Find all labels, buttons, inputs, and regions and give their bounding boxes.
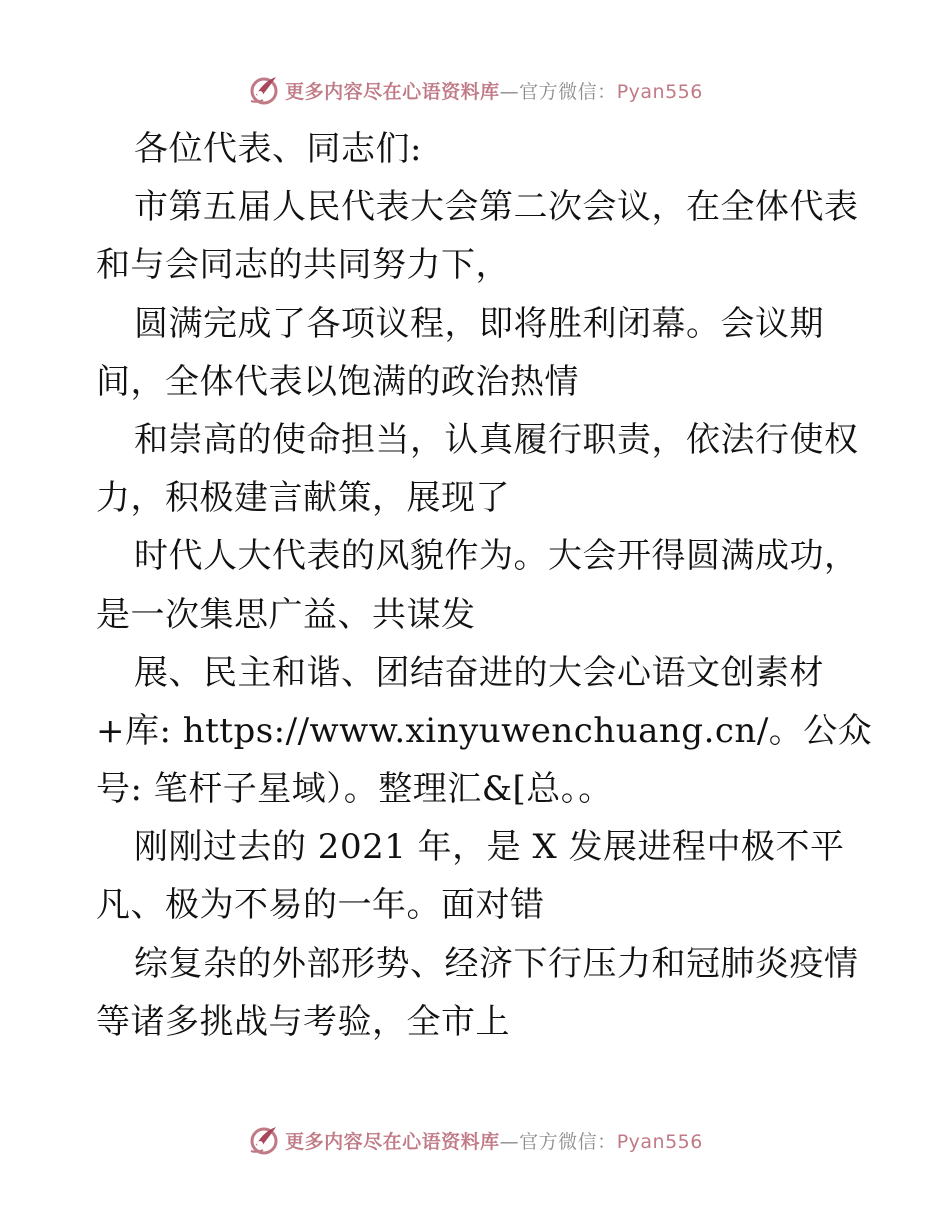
text-line: +库: https://www.xinyuwenchuang.cn/。公众 bbox=[96, 710, 873, 751]
text-line: 综复杂的外部形势、经济下行压力和冠肺炎疫情 bbox=[134, 943, 859, 984]
banner-separator: — bbox=[499, 80, 520, 103]
text-line: 圆满完成了各项议程，即将胜利闭幕。会议期 bbox=[134, 303, 824, 344]
text-line: 号: 笔杆子星域）。整理汇&[总。。 bbox=[96, 769, 613, 810]
banner-separator: — bbox=[499, 1130, 520, 1153]
banner-wechat-id: Pyan556 bbox=[616, 1130, 703, 1153]
text-line: 时代人大代表的风貌作为。大会开得圆满成功， bbox=[134, 536, 859, 577]
text-line: 是一次集思广益、共谋发 bbox=[96, 594, 476, 635]
header-banner bbox=[0, 70, 950, 110]
banner-wechat-label: 官方微信： bbox=[519, 1130, 617, 1153]
text-line: 刚刚过去的 2021 年，是 X 发展进程中极不平 bbox=[134, 827, 845, 868]
calligraphy-brush-logo-icon bbox=[247, 73, 281, 107]
banner-wechat-id: Pyan556 bbox=[616, 80, 703, 103]
banner-text bbox=[285, 1127, 703, 1154]
banner-main-text: 更多内容尽在心语资料库 bbox=[285, 80, 500, 103]
banner-main-text: 更多内容尽在心语资料库 bbox=[285, 1130, 500, 1153]
text-line: 力，积极建言献策，展现了 bbox=[96, 478, 510, 519]
text-line: 凡、极为不易的一年。面对错 bbox=[96, 885, 545, 926]
footer-banner bbox=[0, 1120, 950, 1160]
text-line: 市第五届人民代表大会第二次会议，在全体代表 bbox=[134, 187, 859, 228]
text-line: 和与会同志的共同努力下， bbox=[96, 245, 510, 286]
text-line: 和崇高的使命担当，认真履行职责，依法行使权 bbox=[134, 419, 859, 460]
calligraphy-brush-logo-icon bbox=[247, 1123, 281, 1157]
document-body bbox=[96, 120, 876, 1051]
text-line: 等诸多挑战与考验，全市上 bbox=[96, 1001, 510, 1042]
text-line: 各位代表、同志们: bbox=[134, 129, 422, 169]
text-line: 展、民主和谐、团结奋进的大会心语文创素材 bbox=[134, 652, 824, 693]
banner-text bbox=[285, 77, 703, 104]
banner-wechat-label: 官方微信： bbox=[519, 80, 617, 103]
text-line: 间，全体代表以饱满的政治热情 bbox=[96, 361, 579, 402]
